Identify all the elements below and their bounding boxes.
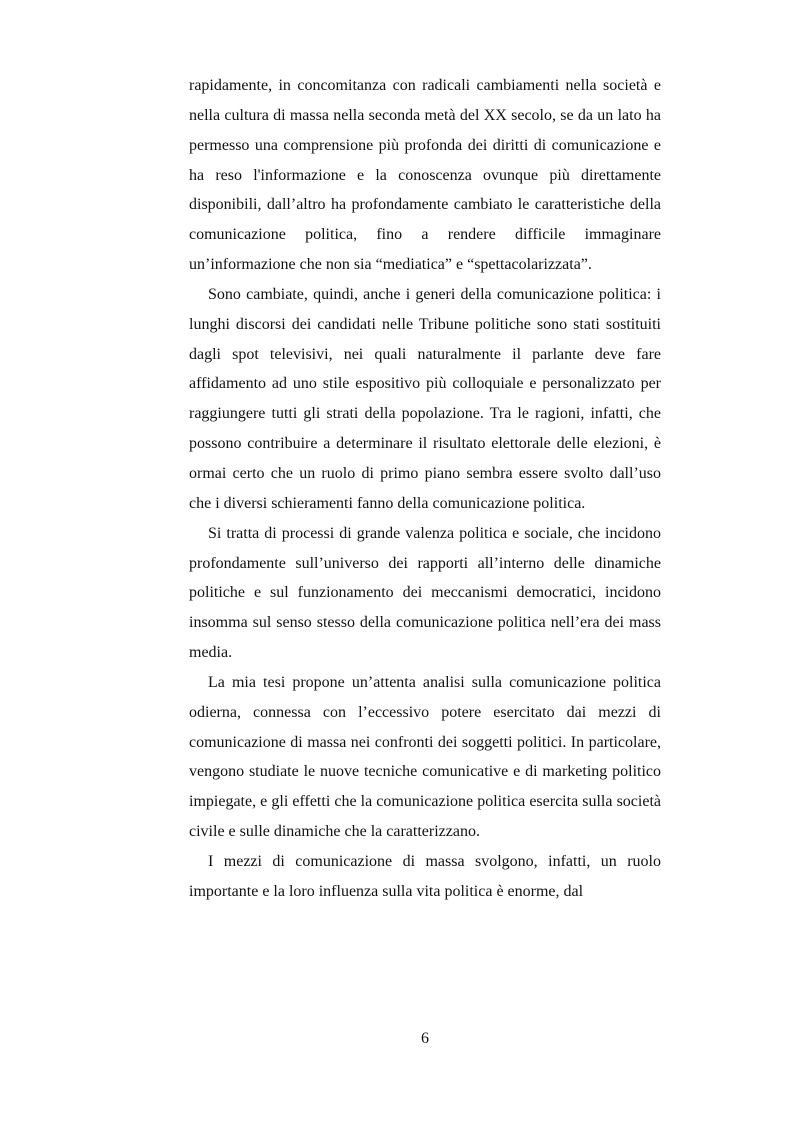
paragraph-1: rapidamente, in concomitanza con radicali cambiamenti nella società e nella cultura di massa nella seconda metà del XX secolo, se da un lato ha permesso una comprensione più profonda dei diritti di comunicazione e ha reso l'informazione e la conoscenza ovunque più direttamente disponibili, dall’altro ha profondamente cambiato le caratteristiche della comunicazione politica, fino a rendere difficile immaginare un’informazione che non sia “mediatica” e “spettacolarizzata”. [189, 77, 661, 274]
paragraph-4: La mia tesi propone un’attenta analisi sulla comunicazione politica odierna, connessa con l’eccessivo potere esercitato dai mezzi di comunicazione di massa nei confronti dei soggetti politici. In particolare, vengono studiate le nuove tecniche comunicative e di marketing politico impiegate, e gli effetti che la comunicazione politica esercita sulla società civile e sulle dinamiche che la caratterizzano. [189, 673, 661, 841]
page-number: 6 [421, 1030, 429, 1047]
paragraph-2: Sono cambiate, quindi, anche i generi della comunicazione politica: i lunghi discorsi dei candidati nelle Tribune politiche sono stati sostituiti dagli spot televisivi, nei quali naturalmente il parlante deve fare affidamento ad uno stile espositivo più colloquiale e personalizzato per raggiungere tutti gli strati della popolazione. Tra le ragioni, infatti, che possono contribuire a determinare il risultato elettorale delle elezioni, è ormai certo che un ruolo di primo piano sembra essere svolto dall’uso che i diversi schieramenti fanno della comunicazione politica. [189, 285, 661, 512]
paragraph-3: Si tratta di processi di grande valenza politica e sociale, che incidono profondamente sull’universo dei rapporti all’interno delle dinamiche politiche e sul funzionamento dei meccanismi democratici, incidono insomma sul senso stesso della comunicazione politica nell’era dei mass media. [189, 524, 661, 662]
paragraph-5: I mezzi di comunicazione di massa svolgono, infatti, un ruolo importante e la loro influenza sulla vita politica è enorme, dal [189, 852, 661, 900]
page-body [189, 71, 661, 907]
